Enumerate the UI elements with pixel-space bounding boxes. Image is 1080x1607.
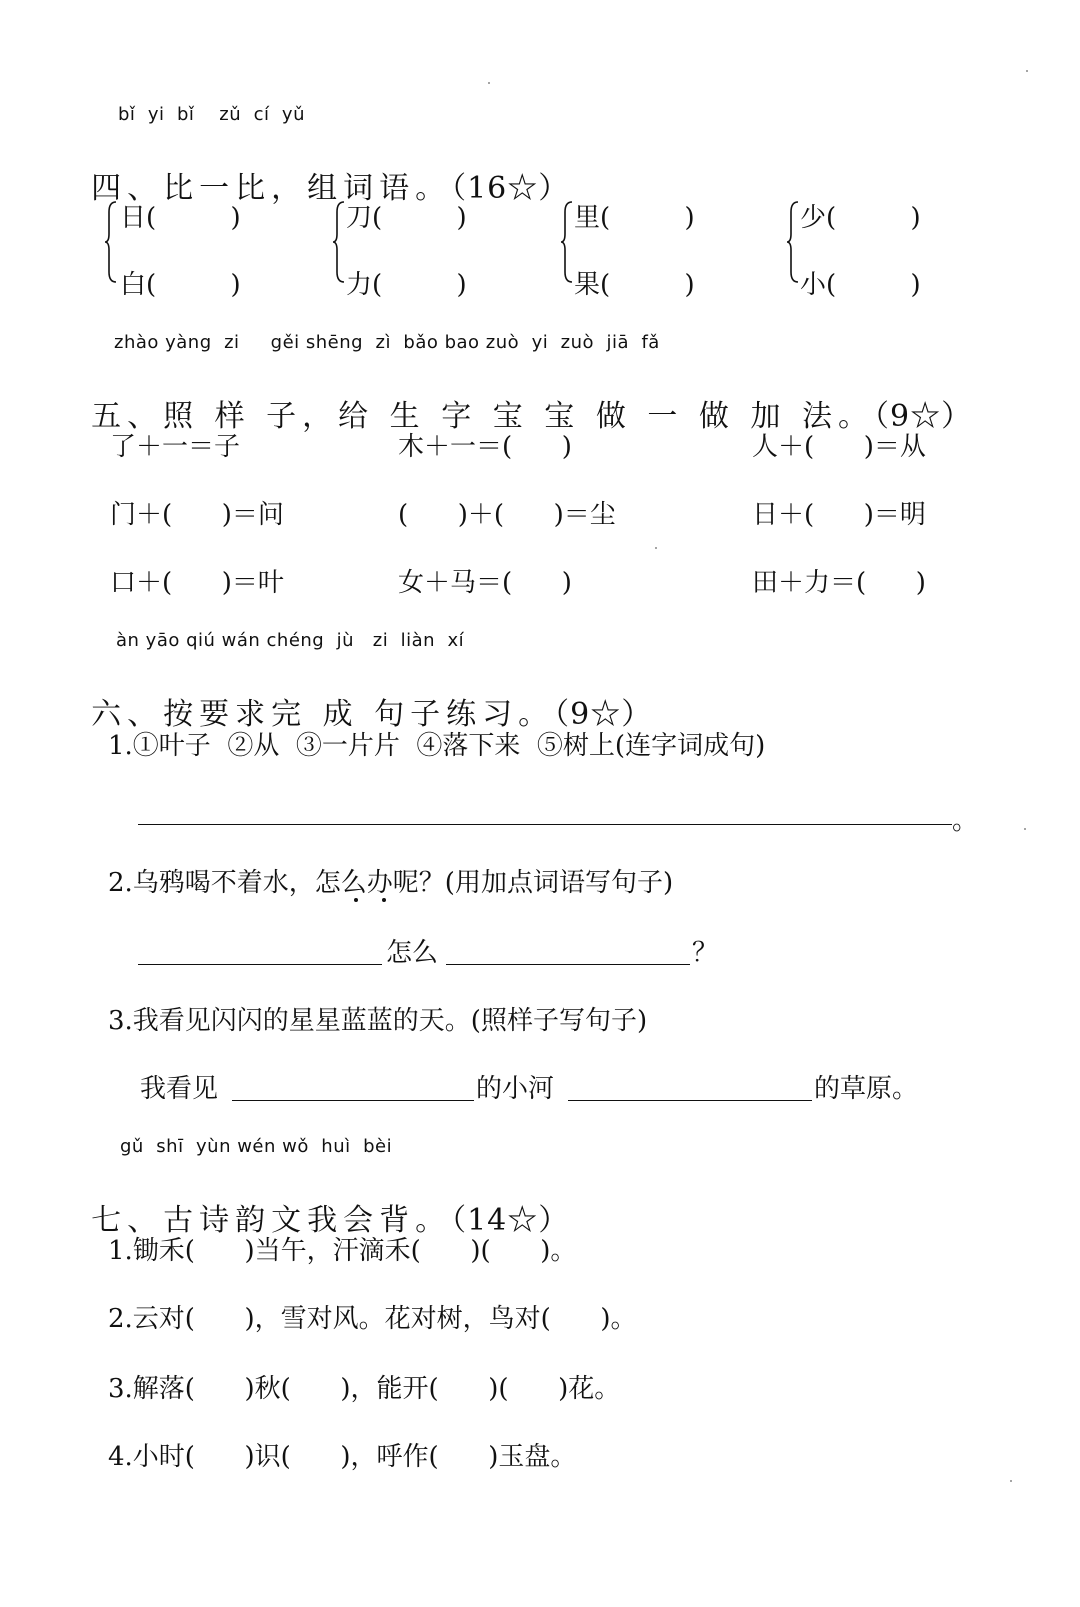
section-4-title-text: 四、比一比，组词语。 [91, 171, 452, 206]
addition-r3c1: 口＋( )＝叶 [110, 568, 284, 598]
addition-r3c3: 田＋力＝( ) [752, 568, 926, 598]
question-6-3-a: 我看见 [140, 1074, 219, 1104]
addition-r1c1: 了＋一＝子 [110, 432, 241, 462]
brace-icon [104, 200, 118, 284]
poem-item-3: 3.解落( )秋( )，能开( )( )花。 [108, 1374, 621, 1404]
section-5-title-text: 五、照 样 子，给 生 字 宝 宝 做 一 做 加 法。 [91, 399, 874, 434]
section-4-title [60, 128, 569, 207]
section-4-pinyin: bǐ yi bǐ zǔ cí yǔ [118, 104, 305, 125]
section-6-title [60, 654, 652, 733]
section-6-title-text: 六、按要求完 成 句子练习。 [91, 697, 555, 732]
pair-3-bottom: 果( ) [574, 270, 695, 300]
pair-1-top: 日( ) [120, 203, 241, 233]
answer-line-6-3b[interactable] [568, 1100, 812, 1101]
section-7-pinyin: gǔ shī yùn wén wǒ huì bèi [120, 1136, 393, 1157]
scan-speck [488, 82, 490, 84]
section-4-score: （16☆） [451, 171, 570, 206]
answer-line-6-2a[interactable] [138, 964, 382, 965]
pair-4-bottom: 小( ) [800, 270, 921, 300]
answer-line-6-1-end: 。 [952, 806, 979, 836]
answer-line-6-3a[interactable] [232, 1100, 474, 1101]
addition-r1c2: 木＋一＝( ) [398, 432, 572, 462]
addition-r2c3: 日＋( )＝明 [752, 500, 926, 530]
answer-line-6-1[interactable] [138, 824, 952, 825]
question-6-2: 2.乌鸦喝不着水，怎么办呢？(用加点词语写句子) [108, 868, 674, 898]
pair-1-bottom: 白( ) [120, 270, 241, 300]
poem-item-4: 4.小时( )识( )，呼作( )玉盘。 [108, 1442, 577, 1472]
brace-icon [332, 200, 346, 284]
section-5-title [60, 356, 972, 435]
section-5-pinyin: zhào yàng zi gěi shēng zì bǎo bao zuò yi zuò jiā fǎ [114, 332, 660, 353]
emphasis-dot [354, 898, 358, 902]
scan-speck [1026, 70, 1028, 72]
brace-icon [786, 200, 800, 284]
section-7-score: （14☆） [451, 1203, 570, 1238]
pair-2-top: 刀( ) [346, 203, 467, 233]
section-6-pinyin: àn yāo qiú wán chéng jù zi liàn xí [116, 630, 465, 651]
addition-r3c2: 女＋马＝( ) [398, 568, 572, 598]
emphasis-dot [382, 898, 386, 902]
pair-4-top: 少( ) [800, 203, 921, 233]
poem-item-2: 2.云对( )，雪对风。花对树，鸟对( )。 [108, 1304, 637, 1334]
brace-icon [560, 200, 574, 284]
question-6-3-b: 的小河 [476, 1074, 555, 1104]
question-6-3-c: 的草原。 [814, 1074, 919, 1104]
section-7-title [60, 1160, 569, 1239]
question-6-1: 1.①叶子 ②从 ③一片片 ④落下来 ⑤树上(连字词成句) [108, 731, 766, 761]
answer-line-6-2b[interactable] [446, 964, 690, 965]
addition-r2c2: ( )＋( )＝尘 [398, 500, 616, 530]
section-5-score: （9☆） [873, 399, 973, 434]
question-6-2-end: ？ [692, 938, 719, 968]
section-6-score: （9☆） [554, 697, 653, 732]
question-6-2-mid: 怎么 [386, 938, 439, 968]
scan-speck [1010, 1480, 1012, 1482]
question-6-3: 3.我看见闪闪的星星蓝蓝的天。(照样子写句子) [108, 1006, 648, 1036]
pair-3-top: 里( ) [574, 203, 695, 233]
scan-speck [655, 547, 657, 549]
section-7-title-text: 七、古诗韵文我会背。 [91, 1203, 452, 1238]
addition-r2c1: 门＋( )＝问 [110, 500, 284, 530]
poem-item-1: 1.锄禾( )当午，汗滴禾( )( )。 [108, 1236, 577, 1266]
pair-2-bottom: 力( ) [346, 270, 467, 300]
addition-r1c3: 人＋( )＝从 [752, 432, 926, 462]
scan-speck [1024, 828, 1026, 830]
